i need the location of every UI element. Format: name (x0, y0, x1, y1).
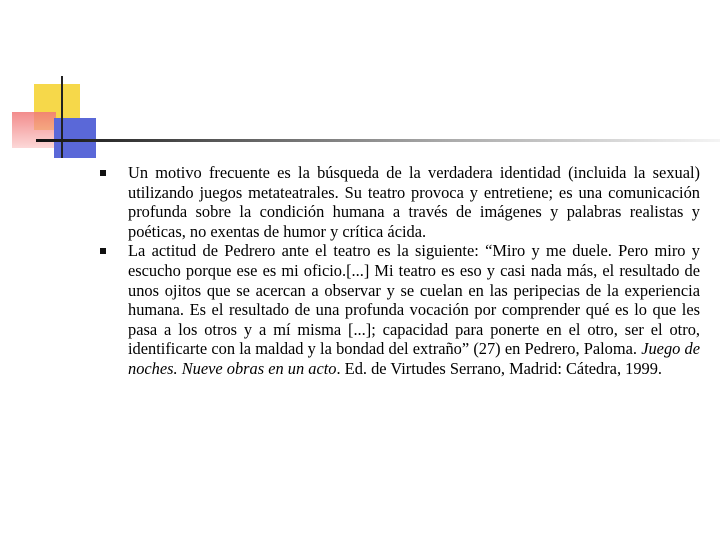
book-title: Juego de noches. Nueve obras en un acto (128, 339, 700, 378)
bullet-square-icon (100, 170, 106, 176)
bullet-list (100, 163, 700, 379)
citation-text: . Ed. de Virtudes Serrano, Madrid: Cátedra, 1999. (336, 358, 663, 378)
bullet-square-icon (100, 248, 106, 254)
decor-vertical-line (61, 76, 63, 158)
bullet-text: Un motivo frecuente es la búsqueda de la verdadera identidad (incluida la sexual) utilizando juegos metateatrales. Su teatro provoca y entretiene; es una comunicación profunda sobre la condición humana a través de imágenes y palabras realistas y poéticas, no exentas de humor y crítica ácida. (128, 163, 700, 241)
list-item (100, 163, 700, 241)
list-item (100, 241, 700, 378)
bullet-text: La actitud de Pedrero ante el teatro es la siguiente: “Miro y me duele. Pero miro y escucho porque ese es mi oficio.[...] Mi teatro es eso y casi nada más, el resultado de unos ojitos que se acercan a observar y se cuelan en las peripecias de la experiencia humana. Es el resultado de una profunda vocación por comprender qué es lo que les pasa a los otros y a mí misma [...]; capacidad para ponerte en el otro, ser el otro, identificarte con la maldad y la bondad del extraño” (27) en Pedrero, Paloma. (128, 241, 700, 359)
decor-red-square (12, 112, 56, 148)
title-divider-line (36, 139, 720, 142)
